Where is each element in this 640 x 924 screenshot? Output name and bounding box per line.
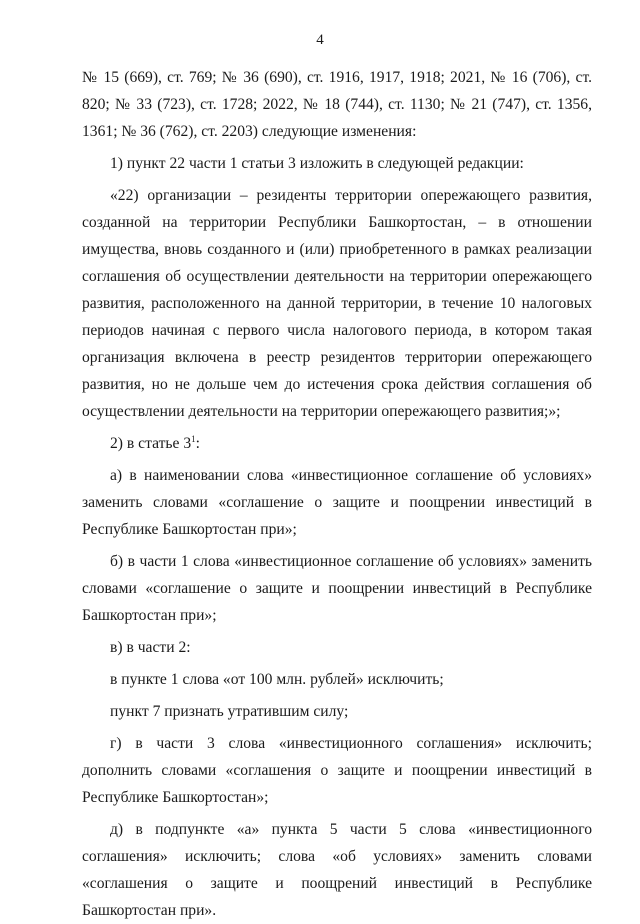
paragraph-item-2a: а) в наименовании слова «инвестиционное соглашение об условиях» заменить словами «соглашение о защите и поощрении инвестиций в Республике Башкортостан при»; xyxy=(82,467,592,538)
paragraph-intro: № 15 (669), ст. 769; № 36 (690), ст. 1916, 1917, 1918; 2021, № 16 (706), ст. 820; № 33 (723), ст. 1728; 2022, № 18 (744), ст. 1130; № 21 (747), ст. 1356, 1361; № 36 (762), ст. 2203) следующие изменения: xyxy=(82,69,592,140)
paragraph-item-2v-1: в пункте 1 слова «от 100 млн. рублей» исключить; xyxy=(110,671,444,688)
document-body xyxy=(82,64,592,924)
item-2-superscript: 1 xyxy=(191,433,196,444)
paragraph-item-1-quote: «22) организации – резиденты территории опережающего развития, созданной на территории Республики Башкортостан, – в отношении имущества, вновь созданного и (или) приобретенного в рамках реализации соглашения об осуществлении деятельности на территории опережающего развития, расположенного на данной территории, в течение 10 налоговых периодов начиная с первого числа налогового периода, в котором такая организация включена в реестр резидентов территории опережающего развития, но не дольше чем до истечения срока действия соглашения об осуществлении деятельности на территории опережающего развития;»; xyxy=(82,187,592,420)
paragraph-item-2b: б) в части 1 слова «инвестиционное соглашение об условиях» заменить словами «соглашение о защите и поощрении инвестиций в Республике Башкортостан при»; xyxy=(82,553,592,624)
paragraph-item-2g: г) в части 3 слова «инвестиционного соглашения» исключить; дополнить словами «соглашения о защите и поощрении инвестиций в Республике Башкортостан»; xyxy=(82,735,592,806)
item-2-colon: : xyxy=(195,435,200,452)
paragraph-item-1: 1) пункт 22 части 1 статьи 3 изложить в следующей редакции: xyxy=(110,155,524,172)
item-2-text: 2) в статье 3 xyxy=(110,435,192,452)
page-number: 4 xyxy=(316,32,324,48)
paragraph-item-2 xyxy=(82,430,592,457)
paragraph-item-2d: д) в подпункте «а» пункта 5 части 5 слова «инвестиционного соглашения» исключить; слова «об условиях» заменить словами «соглашения о защите и поощрений инвестиций в Республике Башкортостан при». xyxy=(82,821,592,919)
paragraph-item-2v-2: пункт 7 признать утратившим силу; xyxy=(110,703,349,720)
paragraph-item-2v: в) в части 2: xyxy=(110,639,191,656)
